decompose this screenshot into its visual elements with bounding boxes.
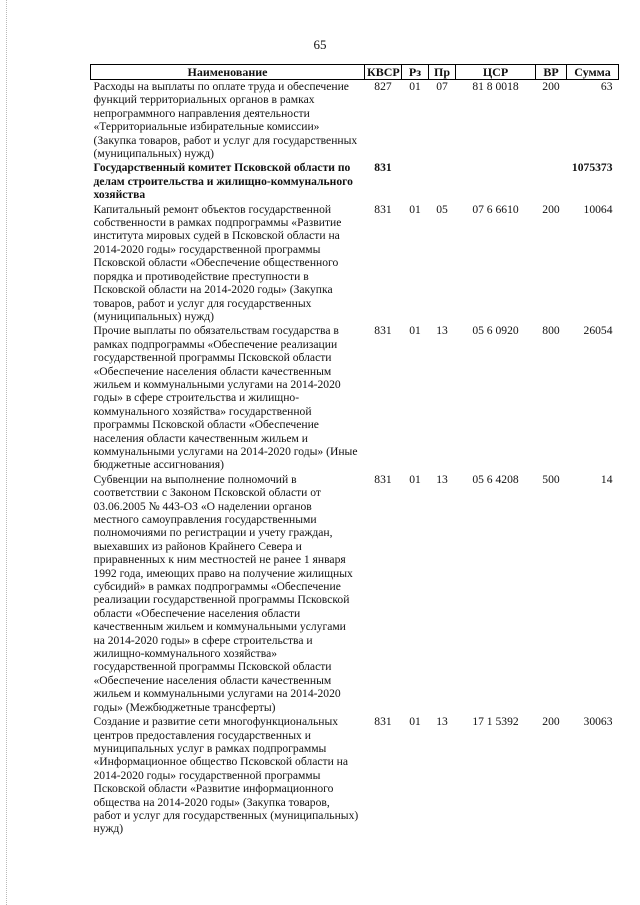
row-kvsr: 831 [374,715,392,729]
row-pr: 07 [436,80,448,93]
row-sum: 26054 [583,324,613,338]
row-vr: 200 [542,80,560,93]
header-rz: Рз [402,65,429,80]
section-csr [456,161,536,202]
header-pr: Пр [429,65,456,80]
budget-table [90,64,619,837]
row-rz: 01 [409,715,421,729]
table-row-section [91,161,619,202]
table-header-row [91,65,619,80]
row-pr: 05 [436,202,448,216]
table-row [91,203,619,325]
header-name: Наименование [91,65,365,80]
row-rz: 01 [409,472,421,486]
row-sum: 30063 [583,715,613,729]
section-vr [536,161,567,202]
header-vr: ВР [536,65,567,80]
header-kvsr: КВСР [365,65,402,80]
row-vr: 800 [542,324,560,338]
row-name: Капитальный ремонт объектов государственной собственности в рамках подпрограммы «Развитие института мировых судей в Псковской области на 2014-2020 годы» государственной программы Псковской области «Обеспечение общественного порядка и противодействие преступности в Псковской области на 2014-2020 годы» (Закупка товаров, работ и услуг для государственных (муниципальных) нужд) [93,202,342,323]
row-kvsr: 831 [374,324,392,338]
section-kvsr: 831 [374,161,392,175]
header-csr: ЦСР [456,65,536,80]
row-pr: 13 [436,324,448,338]
page-number: 65 [313,37,327,52]
row-kvsr: 827 [374,80,392,93]
row-name: Субвенции на выполнение полномочий в соответствии с Законом Псковской области от 03.06.2005 № 443-ОЗ «О наделении органов местного самоуправления государственными полномочиями по регистрации и учету граждан, выехавших из районов Крайнего Севера и приравненных к ним местностей не ранее 1 января 1992 года, имеющих право на получение жилищных субсидий» в рамках подпрограммы «Обеспечение реализации государственной программы Псковской области «Обеспечение населения области качественным жильем и коммунальными услугами на 2014-2020 годы» в сфере строительства и жилищно-коммунального хозяйства» государственной программы Псковской области «Обеспечение населения области качественным жильем и коммунальными услугами на 2014-2020 годы» (Межбюджетные трансферты) [93,472,353,714]
row-vr: 500 [542,472,560,486]
row-csr: 81 8 0018 [472,80,519,93]
row-pr: 13 [436,715,448,729]
row-sum: 14 [600,472,613,486]
table-row [91,324,619,472]
section-name: Государственный комитет Псковской области по делам строительства и жилищно-коммунального хозяйства [93,161,353,202]
row-name: Прочие выплаты по обязательствам государства в рамках подпрограммы «Обеспечение реализации государственной программы Псковской области «Обеспечение населения области качественным жильем и коммунальными услугами на 2014-2020 годы» в сфере строительства и жилищно-коммунального хозяйства» государственной программы Псковской области «Обеспечение населения области качественным жильем и коммунальными услугами на 2014-2020 годы» (Иные бюджетные ассигнования) [93,324,358,472]
row-sum: 63 [600,80,613,93]
row-name: Расходы на выплаты по оплате труда и обеспечение функций территориальных органов в рамках непрограммного направления деятельности «Территориальные избирательные комиссии» (Закупка товаров, работ и услуг для государственных (муниципальных) нужд) [93,80,358,161]
scan-edge-line [6,0,8,905]
section-pr [429,161,456,202]
table-row [91,80,619,162]
row-rz: 01 [409,80,421,93]
section-sum: 1075373 [571,161,613,175]
row-pr: 13 [436,472,448,486]
row-name: Создание и развитие сети многофункциональных центров предоставления государственных и муниципальных услуг в рамках подпрограммы «Информационное общество Псковской области на 2014-2020 годы» государственной программы Псковской области «Развитие информационного общества на 2014-2020 годы» (Закупка товаров, работ и услуг для государственных (муниципальных) нужд) [93,715,359,836]
row-csr: 17 1 5392 [472,715,519,729]
row-csr: 05 6 4208 [472,472,519,486]
row-rz: 01 [409,202,421,216]
table-row [91,715,619,837]
row-csr: 07 6 6610 [472,202,519,216]
section-rz [402,161,429,202]
row-vr: 200 [542,715,560,729]
row-sum: 10064 [583,202,613,216]
table-row [91,473,619,715]
row-vr: 200 [542,202,560,216]
header-sum: Сумма [567,65,619,80]
row-kvsr: 831 [374,472,392,486]
row-csr: 05 6 0920 [472,324,519,338]
row-rz: 01 [409,324,421,338]
row-kvsr: 831 [374,202,392,216]
